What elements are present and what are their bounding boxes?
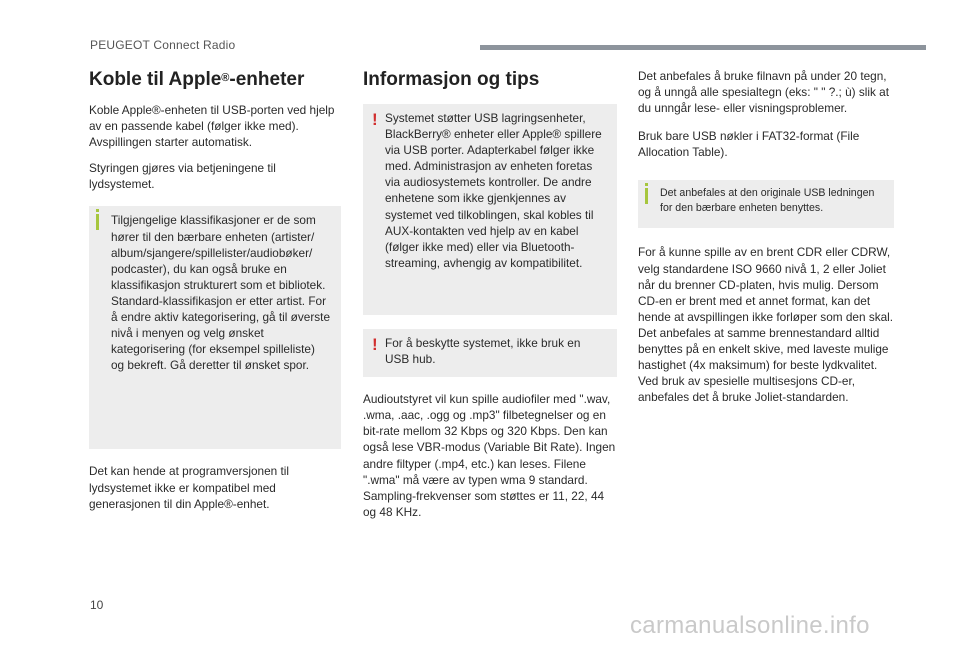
info-icon: [96, 214, 99, 230]
info-box-text: Tilgjengelige klassifikasjoner er de som hører til den bærbare enheten (artister/ album/sjangere/spillelister/audiobøker/ podcaster), du kan også bruke en klassifikasjon strukturert som et bibliotek. Standard-klassifikasjon er etter artist. For å endre aktiv kategorisering, gå til øverste nivå i menyen og velg ønsket kategorisering (for eksempel spilleliste) og bekreft. Gå deretter til ønsket spor.: [111, 213, 331, 373]
section-title-apple: Koble til Apple®-enheter: [89, 69, 305, 90]
column-right: [638, 68, 894, 415]
paragraph: Det kan hende at programversjonen til lydsystemet ikke er kompatibel med generasjonen til din Apple®-enhet.: [89, 464, 290, 511]
info-box-text: Det anbefales at den originale USB ledningen for den bærbare enheten benyttes.: [660, 187, 875, 215]
info-box: [89, 206, 341, 449]
info-icon: [645, 188, 648, 204]
running-header: PEUGEOT Connect Radio: [90, 38, 236, 52]
page-number: 10: [90, 598, 104, 612]
watermark: carmanualsonline.info: [630, 612, 870, 639]
paragraph: Koble Apple®-enheten til USB-porten ved hjelp av en passende kabel (følger ikke med). Avspillingen starter automatisk.: [89, 103, 335, 150]
warning-box: [363, 329, 617, 377]
warning-box: [363, 104, 617, 315]
paragraph: Audioutstyret vil kun spille audiofiler med ".wav, .wma, .aac, .ogg og .mp3" filbetegnelser og en bit-rate mellom 32 Kbps og 320 Kbps. Den kan også lese VBR-modus (Variable Bit Rate). Ingen andre filtyper (.mp4, etc.) kan leses. Filene ".wma" må være av typen wma 9 standard. Sampling-frekvenser som støttes er 11, 22, 44 og 48 KHz.: [363, 392, 616, 519]
header-rule: [480, 45, 926, 50]
warning-icon: !: [372, 110, 378, 129]
warning-icon: !: [372, 334, 378, 354]
paragraph: Det anbefales å bruke filnavn på under 20 tegn, og å unngå alle spesialtegn (eks: " " ?.; ù) slik at du unngår lese- eller visningsproblemer.: [638, 69, 890, 116]
paragraph: Bruk bare USB nøkler i FAT32-format (File Allocation Table).: [638, 129, 860, 160]
column-left: [89, 68, 341, 522]
warning-box-text: For å beskytte systemet, ikke bruk en USB hub.: [385, 335, 581, 367]
paragraph: Styringen gjøres via betjeningene til lydsystemet.: [89, 161, 276, 192]
column-middle: [363, 68, 617, 530]
section-title-info: Informasjon og tips: [363, 69, 540, 90]
paragraph: For å kunne spille av en brent CDR eller CDRW, velg standardene ISO 9660 nivå 1, 2 eller Joliet når du brenner CD-platen, hvis mulig. Dersom CD-en er brent med et annet format, kan det hende at avspillingen ikke forløper som den skal. Det anbefales at samme brennestandard alltid benyttes på en enkelt skive, med laveste mulige hastighet (4x maksimum) for beste lydkvalitet. Ved bruk av spesielle multisesjons CD-er, anbefales det å bruke Joliet-standarden.: [638, 245, 894, 405]
info-box: [638, 180, 894, 228]
warning-box-text: Systemet støtter USB lagringsenheter, BlackBerry® enheter eller Apple® spillere via USB porter. Adapterkabel følger ikke med. Administrasjon av enheten foretas via audiosystemets kontroller. De andre enhetene som ikke gjenkjennes av systemet ved tilkoblingen, skal kobles til AUX-kontakten ved hjelp av en kabel (følger ikke med) eller via Bluetooth-streaming, avhengig av kompatibilitet.: [385, 111, 602, 270]
